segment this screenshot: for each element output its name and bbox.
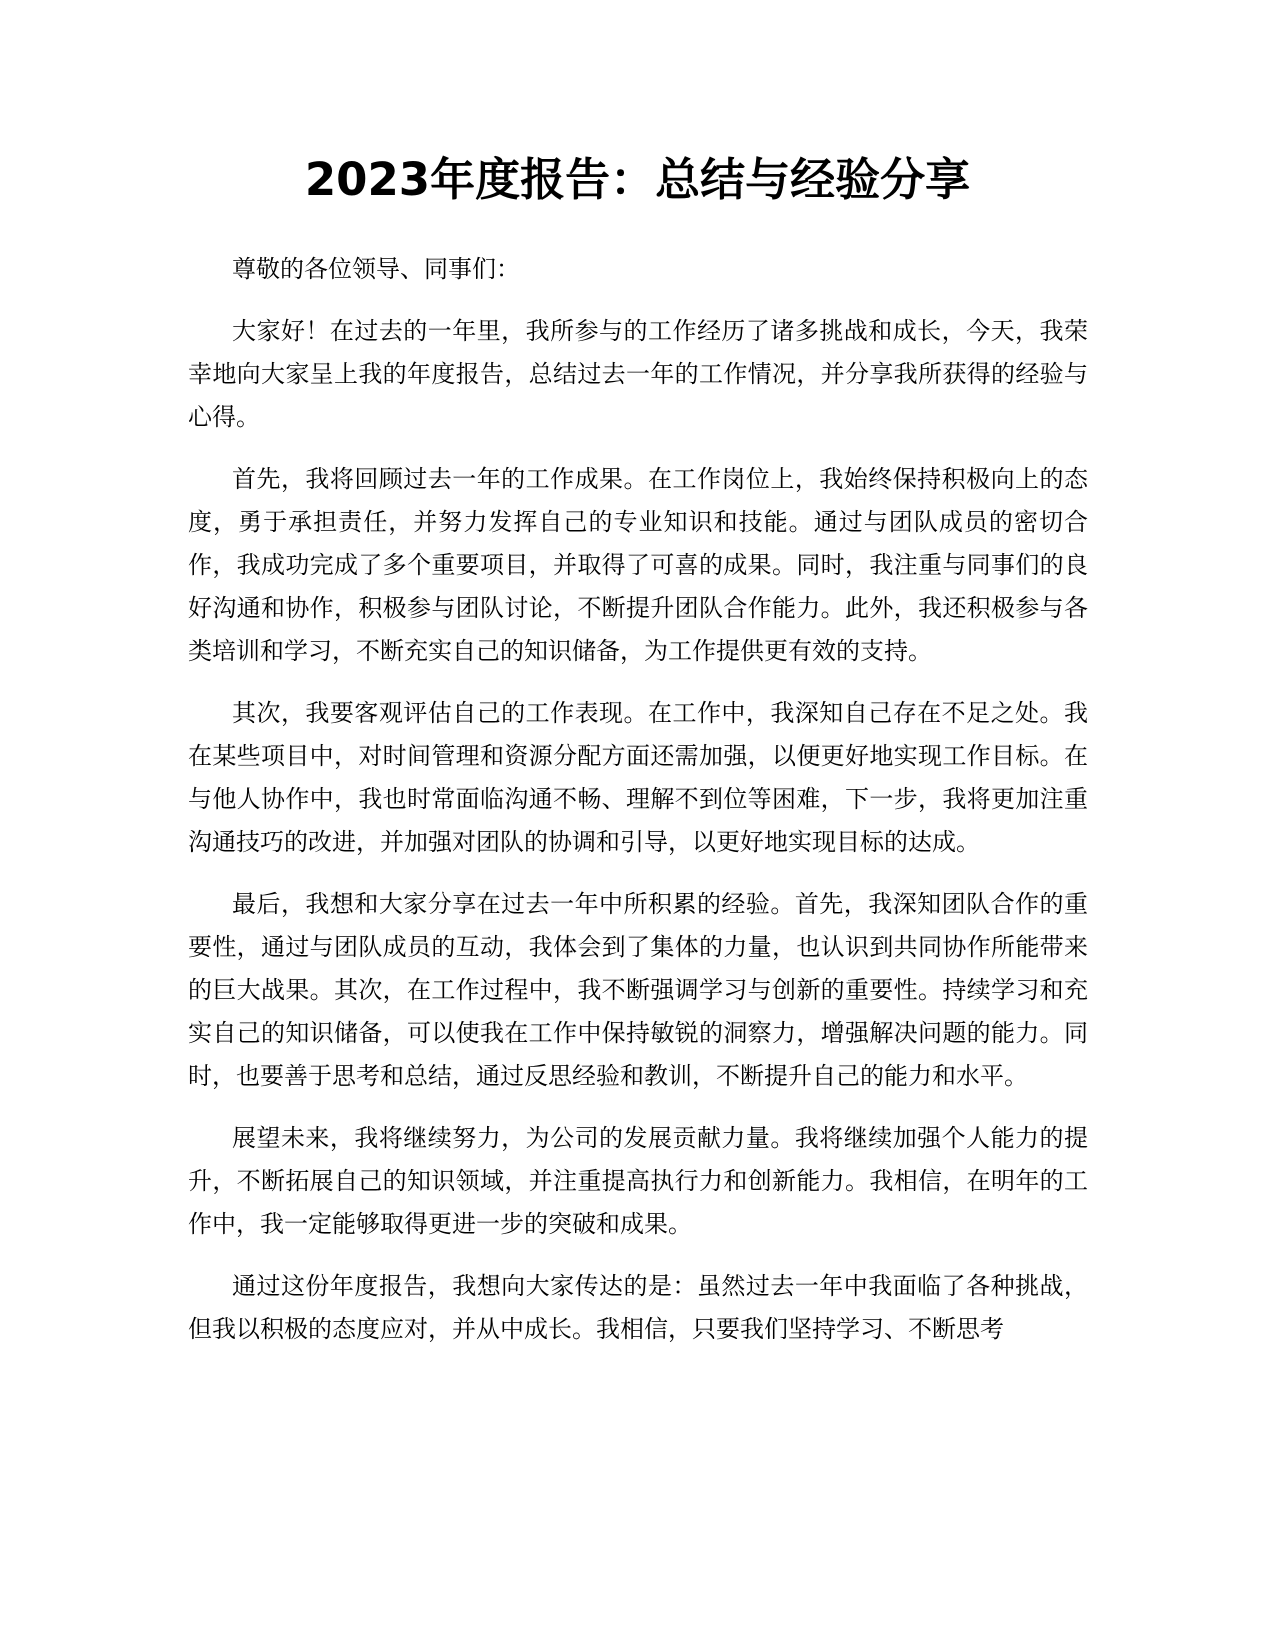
salutation: 尊敬的各位领导、同事们： [232,255,520,283]
paragraph-outlook: 展望未来，我将继续努力，为公司的发展贡献力量。我将继续加强个人能力的提升，不断拓展自己的知识领域，并注重提高执行力和创新能力。我相信，在明年的工作中，我一定能够取得更进一步的突破和成果。 [188,1124,1088,1238]
paragraph-greeting: 大家好！在过去的一年里，我所参与的工作经历了诸多挑战和成长，今天，我荣幸地向大家呈上我的年度报告，总结过去一年的工作情况，并分享我所获得的经验与心得。 [188,317,1088,431]
document-title: 2023年度报告：总结与经验分享 [304,153,971,206]
paragraph-experience: 最后，我想和大家分享在过去一年中所积累的经验。首先，我深知团队合作的重要性，通过与团队成员的互动，我体会到了集体的力量，也认识到共同协作所能带来的巨大战果。其次，在工作过程中，我不断强调学习与创新的重要性。持续学习和充实自己的知识储备，可以使我在工作中保持敏锐的洞察力，增强解决问题的能力。同时，也要善于思考和总结，通过反思经验和教训，不断提升自己的能力和水平。 [188,890,1088,1090]
paragraph-conclusion: 通过这份年度报告，我想向大家传达的是：虽然过去一年中我面临了各种挑战，但我以积极的态度应对，并从中成长。我相信，只要我们坚持学习、不断思考 [188,1272,1088,1343]
document-body [188,248,1088,1370]
paragraph-achievements: 首先，我将回顾过去一年的工作成果。在工作岗位上，我始终保持积极向上的态度，勇于承担责任，并努力发挥自己的专业知识和技能。通过与团队成员的密切合作，我成功完成了多个重要项目，并取得了可喜的成果。同时，我注重与同事们的良好沟通和协作，积极参与团队讨论，不断提升团队合作能力。此外，我还积极参与各类培训和学习，不断充实自己的知识储备，为工作提供更有效的支持。 [188,465,1088,665]
paragraph-self-evaluation: 其次，我要客观评估自己的工作表现。在工作中，我深知自己存在不足之处。我在某些项目中，对时间管理和资源分配方面还需加强，以便更好地实现工作目标。在与他人协作中，我也时常面临沟通不畅、理解不到位等困难，下一步，我将更加注重沟通技巧的改进，并加强对团队的协调和引导，以更好地实现目标的达成。 [188,699,1088,856]
